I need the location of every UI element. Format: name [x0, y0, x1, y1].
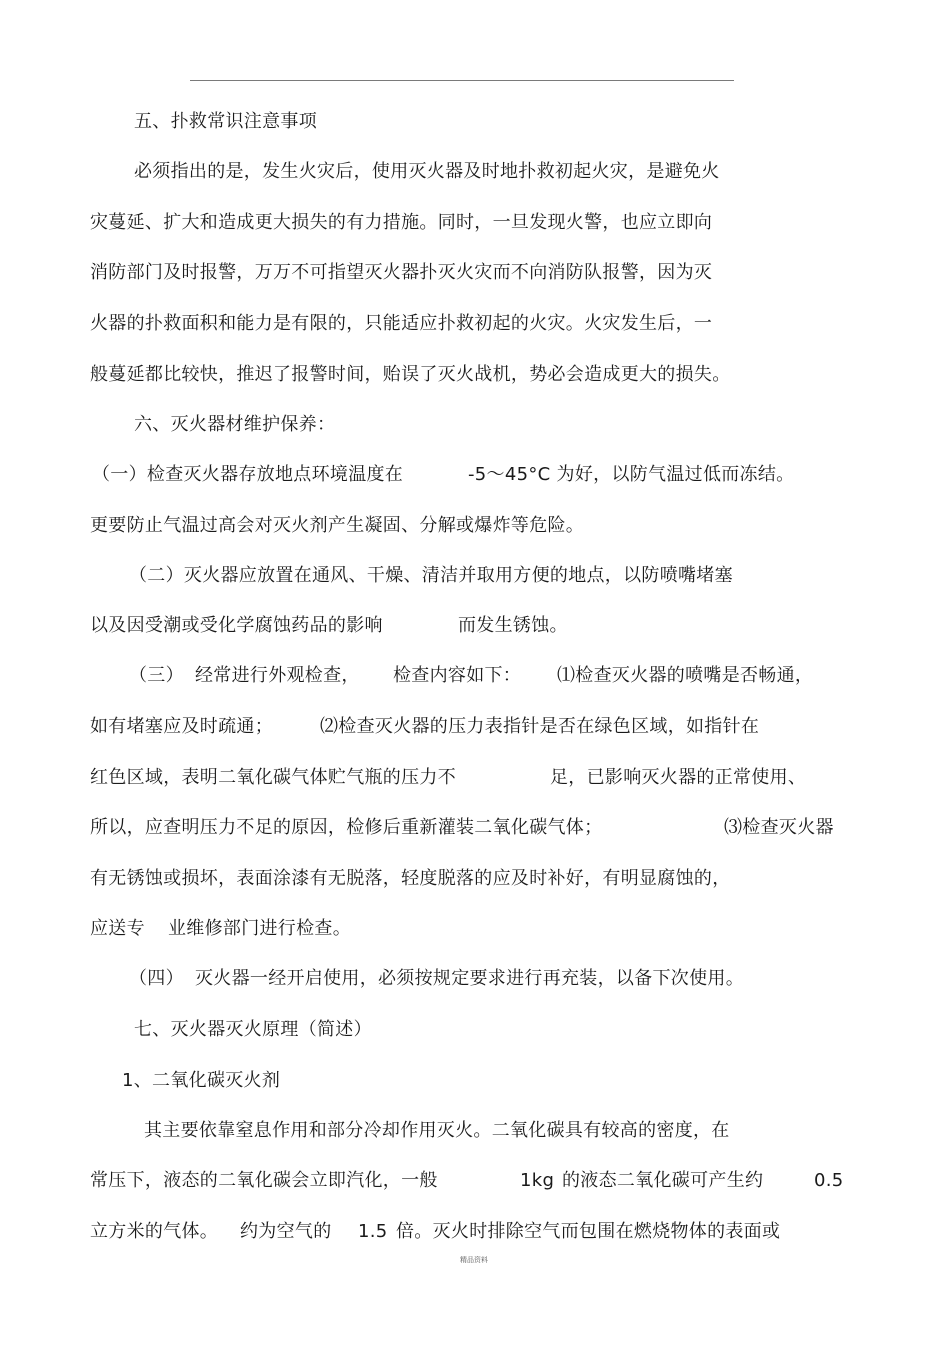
text-run: 1、二氧化碳灭火剂: [122, 1070, 281, 1091]
text-run: 1.5: [358, 1221, 388, 1242]
text-run: 如有堵塞应及时疏通；: [90, 716, 273, 737]
text-run: ⑶检查灭火器: [724, 817, 834, 838]
footer-note: 精品资料: [460, 1256, 488, 1264]
text-run: 灾蔓延、扩大和造成更大损失的有力措施。同时，一旦发现火警，也应立即向: [90, 212, 713, 233]
text-run: 五、扑救常识注意事项: [134, 111, 317, 132]
text-run: 更要防止气温过高会对灭火剂产生凝固、分解或爆炸等危险。: [90, 515, 585, 536]
text-run: 0.5: [814, 1170, 844, 1191]
text-run: 以及因受潮或受化学腐蚀药品的影响: [90, 615, 383, 636]
header-rule: [190, 80, 734, 81]
text-run: 消防部门及时报警，万万不可指望灭火器扑灭火灾而不向消防队报警，因为灭: [90, 262, 713, 283]
text-run: 应送专: [90, 918, 145, 939]
text-run: 有无锈蚀或损坏，表面涂漆有无脱落，轻度脱落的应及时补好，有明显腐蚀的，: [90, 868, 731, 889]
text-run: 必须指出的是，发生火灾后，使用灭火器及时地扑救初起火灾，是避免火: [134, 161, 720, 182]
text-run: 所以，应查明压力不足的原因，检修后重新灌装二氧化碳气体；: [90, 817, 603, 838]
text-run: 经常进行外观检查，: [195, 665, 360, 686]
text-run: （二）灭火器应放置在通风、干燥、清洁并取用方便的地点，以防喷嘴堵塞: [129, 565, 733, 586]
text-run: 灭火器一经开启使用，必须按规定要求进行再充装，以备下次使用。: [195, 968, 744, 989]
text-run: 1kg: [520, 1170, 555, 1191]
text-run: ⑵检查灭火器的压力表指针是否在绿色区域，如指针在: [320, 716, 760, 737]
text-run: 约为空气的: [240, 1221, 332, 1242]
text-run: 检查内容如下：: [393, 665, 522, 686]
text-run: （四）: [129, 968, 184, 989]
text-run: （一）检查灭火器存放地点环境温度在: [92, 464, 404, 485]
text-run: 业维修部门进行检查。: [168, 918, 351, 939]
text-run: （三）: [129, 665, 184, 686]
text-run: 七、灭火器灭火原理（简述）: [134, 1019, 372, 1040]
text-run: 立方米的气体。: [90, 1221, 219, 1242]
text-run: 其主要依靠窒息作用和部分冷却作用灭火。二氧化碳具有较高的密度，在: [144, 1120, 730, 1141]
text-run: 而发生锈蚀。: [458, 615, 568, 636]
text-run: 倍。灭火时排除空气而包围在燃烧物体的表面或: [396, 1221, 781, 1242]
text-run: 六、灭火器材维护保养：: [134, 414, 336, 435]
text-run: 的液态二氧化碳可产生约: [562, 1170, 764, 1191]
text-run: 常压下，液态的二氧化碳会立即汽化，一般: [90, 1170, 438, 1191]
text-run: ⑴检查灭火器的喷嘴是否畅通，: [557, 665, 814, 686]
text-run: 般蔓延都比较快，推迟了报警时间，贻误了灭火战机，势必会造成更大的损失。: [90, 364, 731, 385]
text-run: -5～45°C 为好，以防气温过低而冻结。: [468, 464, 795, 485]
text-run: 足，已影响灭火器的正常使用、: [550, 767, 807, 788]
text-run: 火器的扑救面积和能力是有限的，只能适应扑救初起的火灾。火灾发生后，一: [90, 313, 713, 334]
text-run: 红色区域，表明二氧化碳气体贮气瓶的压力不: [90, 767, 456, 788]
